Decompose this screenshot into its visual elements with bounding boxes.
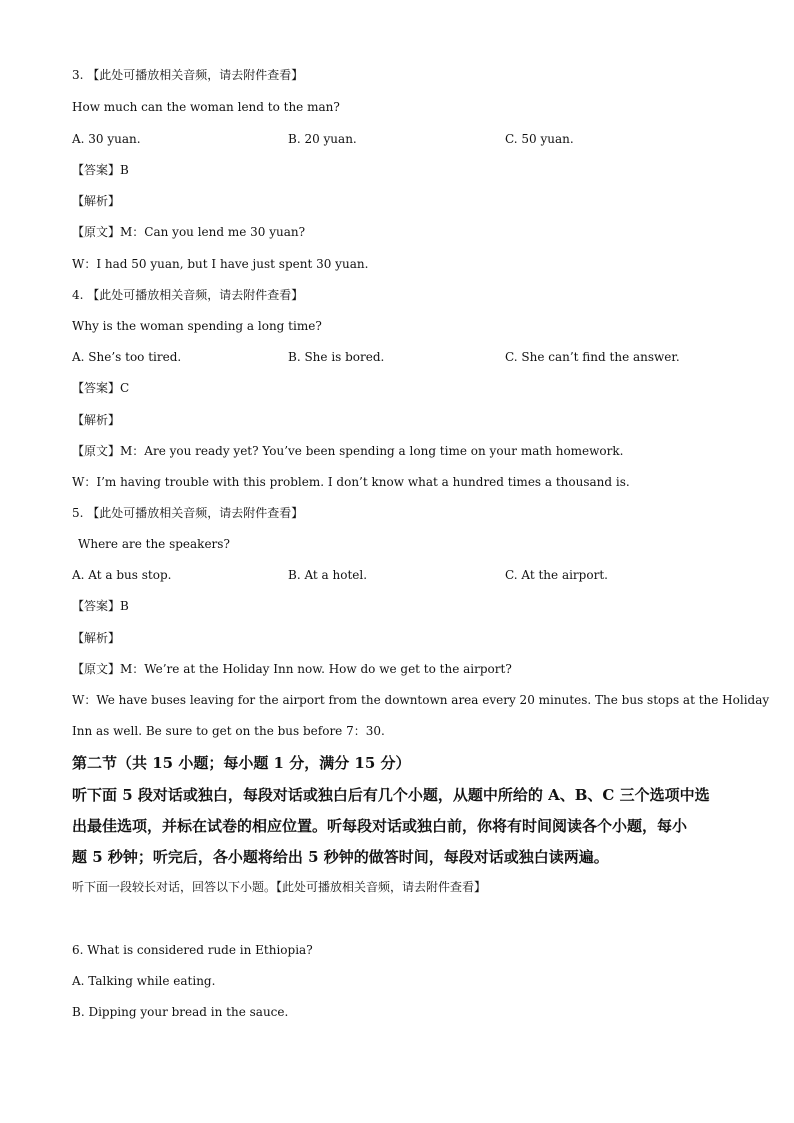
q4-option-a: A. She’s too tired. [72,350,182,364]
q5-transcript-w: W：We have buses leaving for the airport from the downtown area every 20 minutes. The bus stops at the Holiday [72,693,770,707]
section-instructions-3: 题 5 秒钟；听完后，各小题将给出 5 秒钟的做答时间，每段对话或独白读两遍。 [72,848,609,866]
q4-transcript-w: W：I’m having trouble with this problem. I don’t know what a hundred times a thousand is. [72,475,630,489]
q4-option-c: C. She can’t find the answer. [505,350,680,364]
q4-transcript-m: 【原文】M：Are you ready yet? You’ve been spending a long time on your math homework. [72,444,624,458]
q4-question: Why is the woman spending a long time? [72,319,322,333]
q3-option-a: A. 30 yuan. [72,132,141,146]
q3-question: How much can the woman lend to the man? [72,100,340,114]
section-intro: 听下面一段较长对话，回答以下小题。【此处可播放相关音频，请去附件查看】 [72,880,487,894]
q6-option-b: B. Dipping your bread in the sauce. [72,1005,289,1019]
q5-option-a: A. At a bus stop. [72,568,172,582]
q5-answer: 【答案】B [72,599,129,613]
q4-header: 4. 【此处可播放相关音频，请去附件查看】 [72,288,304,302]
section-instructions-1: 听下面 5 段对话或独白，每段对话或独白后有几个小题，从题中所给的 A、B、C 三个选项中选 [72,786,710,804]
q5-header: 5. 【此处可播放相关音频，请去附件查看】 [72,506,304,520]
q5-question: Where are the speakers? [78,537,230,551]
q3-header: 3. 【此处可播放相关音频，请去附件查看】 [72,68,304,82]
q6-question: 6. What is considered rude in Ethiopia? [72,943,313,957]
q4-answer: 【答案】C [72,381,130,395]
q4-analysis: 【解析】 [72,413,121,427]
q4-option-b: B. She is bored. [288,350,385,364]
q3-option-c: C. 50 yuan. [505,132,574,146]
q3-analysis: 【解析】 [72,194,121,208]
q3-transcript-m: 【原文】M：Can you lend me 30 yuan? [72,225,306,239]
q3-answer: 【答案】B [72,163,129,177]
q5-option-c: C. At the airport. [505,568,608,582]
q5-analysis: 【解析】 [72,631,121,645]
q5-option-b: B. At a hotel. [288,568,368,582]
section-title: 第二节（共 15 小题；每小题 1 分，满分 15 分） [72,754,411,772]
q6-option-a: A. Talking while eating. [72,974,216,988]
section-instructions-2: 出最佳选项，并标在试卷的相应位置。听每段对话或独白前，你将有时间阅读各个小题，每小 [72,817,688,835]
q5-transcript-m: 【原文】M：We’re at the Holiday Inn now. How do we get to the airport? [72,662,512,676]
q3-transcript-w: W：I had 50 yuan, but I have just spent 30 yuan. [72,257,369,271]
q5-transcript-w-cont: Inn as well. Be sure to get on the bus before 7：30. [72,724,385,738]
q3-option-b: B. 20 yuan. [288,132,357,146]
